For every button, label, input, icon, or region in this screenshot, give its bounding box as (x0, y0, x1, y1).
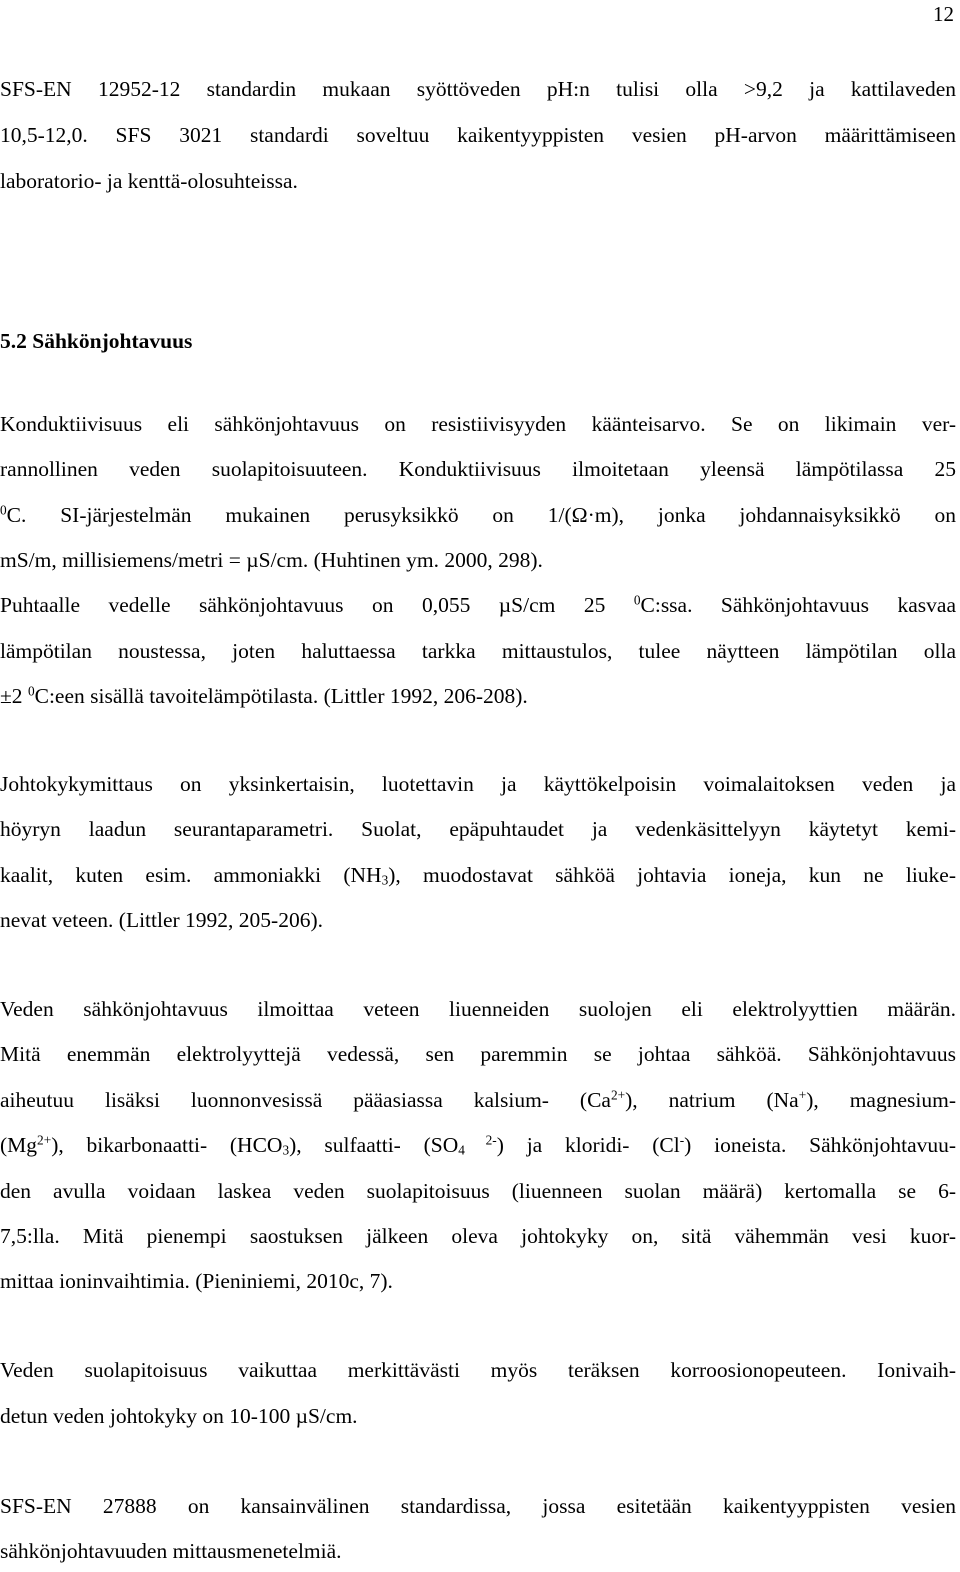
text-line: laboratorio- ja kenttä-olosuhteissa. (0, 169, 298, 193)
page-number: 12 (933, 2, 954, 26)
text-line: höyryn laadun seurantaparametri. Suolat, epäpuhtaudet ja vedenkäsittelyyn käytetyt kemi- (0, 817, 956, 841)
text-line: 7,5:lla. Mitä pienempi saostuksen jälkeen oleva johtokyky on, sitä vähemmän vesi kuor- (0, 1224, 956, 1248)
text-line (0, 592, 956, 617)
text-span: ), sulfaatti- (SO (289, 1133, 459, 1157)
text-line: Veden suolapitoisuus vaikuttaa merkittävästi myös teräksen korroosionopeuteen. Ionivaih- (0, 1358, 956, 1382)
superscript: 0 (27, 683, 35, 699)
text-line (0, 502, 956, 527)
text-line: sähkönjohtavuuden mittausmenetelmiä. (0, 1539, 342, 1563)
text-span: C:ssa. Sähkönjohtavuus kasvaa (640, 593, 956, 617)
superscript: 2+ (610, 1087, 626, 1103)
text-line: den avulla voidaan laskea veden suolapitoisuus (liuenneen suolan määrä) kertomalla se 6- (0, 1179, 956, 1203)
text-line: mS/m, millisiemens/metri = µS/cm. (Huhtinen ym. 2000, 298). (0, 548, 543, 572)
superscript: 2+ (37, 1132, 52, 1148)
subscript: 4 (458, 1142, 465, 1158)
text-span: aiheutuu lisäksi luonnonvesissä pääasiassa kalsium- (Ca (0, 1088, 611, 1112)
text-line: 10,5-12,0. SFS 3021 standardi soveltuu kaikentyyppisten vesien pH-arvon määrittämiseen (0, 123, 956, 147)
subscript: 3 (282, 1142, 290, 1158)
text-span: ±2 (0, 684, 28, 708)
text-line (0, 683, 956, 708)
text-line: SFS-EN 27888 on kansainvälinen standardissa, jossa esitetään kaikentyyppisten vesien (0, 1494, 956, 1518)
section-heading: 5.2 Sähkönjohtavuus (0, 329, 193, 353)
text-span: ), magnesium- (806, 1088, 956, 1112)
text-span: ), muodostavat sähköä johtavia ioneja, kun ne liuke- (388, 863, 956, 887)
text-line: Konduktiivisuus eli sähkönjohtavuus on resistiivisyyden käänteisarvo. Se on likimain ver- (0, 412, 956, 436)
superscript: - (679, 1132, 685, 1148)
text-span: kaalit, kuten esim. ammoniakki (NH (0, 863, 382, 887)
text-span: (Mg (0, 1133, 38, 1157)
superscript: + (798, 1087, 807, 1103)
text-line: SFS-EN 12952-12 standardin mukaan syöttöveden pH:n tulisi olla >9,2 ja kattilaveden (0, 77, 956, 101)
text-line: nevat veteen. (Littler 1992, 205-206). (0, 908, 323, 932)
text-line: Johtokykymittaus on yksinkertaisin, luotettavin ja käyttökelpoisin voimalaitoksen veden ja (0, 772, 956, 796)
text-line: rannollinen veden suolapitoisuuteen. Konduktiivisuus ilmoitetaan yleensä lämpötilassa 25 (0, 457, 956, 481)
text-span: C:een sisällä tavoitelämpötilasta. (Littler 1992, 206-208). (34, 684, 528, 708)
superscript: 0 (0, 502, 7, 518)
text-span: ) ja kloridi- (Cl (496, 1133, 680, 1157)
text-line: detun veden johtokyky on 10-100 µS/cm. (0, 1404, 358, 1428)
superscript: 2- (464, 1132, 497, 1148)
subscript: 3 (381, 872, 389, 888)
text-line: mittaa ioninvaihtimia. (Pieniniemi, 2010c, 7). (0, 1269, 393, 1293)
text-line (0, 1132, 957, 1158)
text-span: ), bikarbonaatti- (HCO (51, 1133, 283, 1157)
text-span: ), natrium (Na (625, 1088, 799, 1112)
superscript: 0 (633, 592, 641, 608)
text-line (0, 865, 956, 887)
text-line: lämpötilan noustessa, joten haluttaessa tarkka mittaustulos, tulee näytteen lämpötilan olla (0, 639, 956, 663)
text-line: Mitä enemmän elektrolyyttejä vedessä, sen paremmin se johtaa sähköä. Sähkönjohtavuus (0, 1042, 956, 1066)
text-line (0, 1087, 956, 1112)
text-line: Veden sähkönjohtavuus ilmoittaa veteen liuenneiden suolojen eli elektrolyyttien määrän. (0, 997, 956, 1021)
text-span: ) ioneista. Sähkönjohtavuu- (684, 1133, 957, 1157)
text-span: Puhtaalle vedelle sähkönjohtavuus on 0,055 µS/cm 25 (0, 593, 634, 617)
text-span: C. SI-järjestelmän mukainen perusyksikkö on 1/(Ω·m), jonka johdannaisyksikkö on (6, 503, 956, 527)
